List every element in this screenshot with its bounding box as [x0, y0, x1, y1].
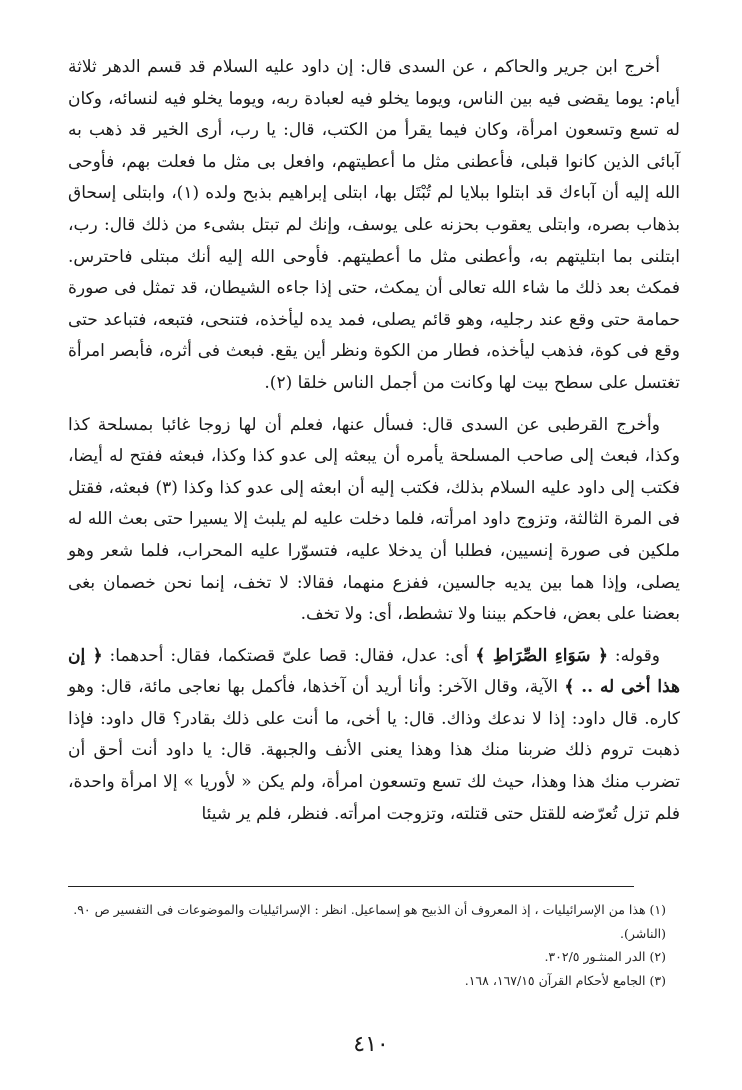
paragraph-3-lead: وقوله:	[607, 645, 660, 666]
footnote-2: (٢) الدر المنثـور ٣٠٢/٥.	[544, 949, 666, 964]
footnote-3: (٣) الجامع لأحكام القرآن ١٦٧/١٥، ١٦٨.	[464, 972, 666, 988]
footnotes	[68, 898, 680, 992]
footnote-1: (١) هذا من الإسرائيليات ، إذ المعروف أن الذبيح هو إسماعيل. انظر : الإسرائيليات والموضوعات فى التفسير ص ٩٠. (الناشر).	[73, 902, 666, 941]
paragraph-2: وأخرج القرطبى عن السدى قال: فسأل عنها، فعلم أن لها زوجا غائبا بمسلحة كذا وكذا، فبعث إلى صاحب المسلحة يأمره أن يبعثه إلى عدو كذا وكذا، فبعثه ففتح له أيضا، فكتب إلى داود عليه السلام بذلك، فكتب إليه أن ابعثه إلى عدو كذا وكذا (٣) فبعثه، فقتل فى المرة الثالثة، وتزوج داود امرأته، فلما دخلت عليه لم يلبث إلا يسيرا حتى بعث الله له ملكين فى صورة إنسيين، فطلبا أن يدخلا عليه، فتسوّرا عليه المحراب، فلما شعر وهو يصلى، وإذا هما بين يديه جالسين، ففزع منهما، فقالا: لا تخف، إنما نحن خصمان بغى بعضنا على بعض، فاحكم بيننا ولا تشطط، أى: ولا تخف.	[68, 414, 680, 625]
quran-quote-2: ﴿ إن هذا أخى له .. ﴾	[68, 645, 680, 698]
paragraph-3-mid: أى: عدل، فقال: قصا علىّ قصتكما، فقال: أحدهما:	[102, 645, 476, 666]
paragraph-1: أخرج ابن جرير والحاكم ، عن السدى قال: إن داود عليه السلام قد قسم الدهر ثلاثة أيام: يوما يقضى فيه بين الناس، ويوما يخلو فيه لعبادة ربه، ويوما يخلو فيه لنسائه، وكان له تسع وتسعون امرأة، وكان فيما يقرأ من الكتب، قال: يا رب، أرى الخير قد ذهب به آبائى الذين كانوا قبلى، فأعطنى مثل ما أعطيتهم، وافعل بى مثل ما فعلت بهم، فأوحى الله إليه أن آباءك قد ابتلوا ببلايا لم تُبْتَل بها، ابتلى إبراهيم بذبح ولده (١)، وابتلى إسحاق بذهاب بصره، وابتلى يعقوب بحزنه على يوسف، وإنك لم تبتل بشىء من ذلك قال: رب، ابتلنى بما ابتليتهم به، وأعطنى مثل ما أعطيتهم. فأوحى الله إليه أنك مبتلى فاحترس. فمكث بعد ذلك ما شاء الله تعالى أن يمكث، حتى إذا جاءه الشيطان، قد تمثل فى صورة حمامة حتى وقع عند رجليه، وهو قائم يصلى، فمد يده ليأخذه، فتنحى، فتبعه، فتباعد حتى وقع فى كوة، فذهب ليأخذه، فطار من الكوة ونظر أين يقع. فبعث فى أثره، فأبصر امرأة تغتسل على سطح بيت لها وكانت من أجمل الناس خلقا (٢).	[68, 57, 680, 393]
main-text	[68, 52, 680, 830]
page-number: ٤١٠	[353, 1032, 389, 1057]
quran-quote-1: ﴿ سَوَاءِ الصِّرَاطِ ﴾	[475, 645, 608, 666]
footnote-divider	[68, 886, 634, 887]
paragraph-3	[68, 641, 680, 831]
paragraph-3-rest: الآية، وقال الآخر: وأنا أريد أن آخذها، فأكمل بها نعاجى مائة، قال: وهو كاره. قال داود: إذا لا ندعك وذاك. قال: يا أخى، ما أنت على ذلك بقادر؟ قال داود: فإذا ذهبت تروم ذلك ضربنا منك هذا وهذا يعنى الأنف والجبهة. قال: يا داود أنت أحق أن تضرب منك هذا وهذا، حيث لك تسع وتسعون امرأة، ولم يكن « لأوريا » إلا امرأة واحدة، فلم تزل تُعرّضه للقتل حتى قتلته، وتزوجت امرأته. فنظر، فلم ير شيئا	[68, 677, 680, 824]
